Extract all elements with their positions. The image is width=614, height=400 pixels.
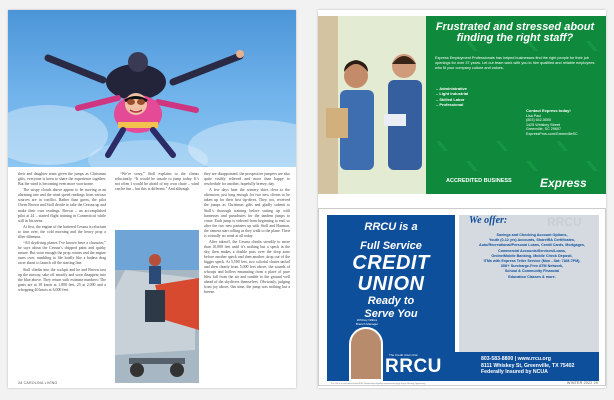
paragraph: At first, the engine of the battered Cessna is reluctant to turn over, the cold morning and the heavy prop a filter dilemma. (18, 224, 106, 239)
contact-line: Lisa Paul (526, 113, 542, 118)
headline-line: RRCU is a (364, 221, 418, 233)
contact-link[interactable]: ExpressPros.com/GreenvilleSC (526, 131, 578, 136)
rrcu-contact (481, 356, 574, 376)
offer-list (471, 233, 593, 280)
paragraph: Stoll climbs into the cockpit and he and Brown taxi up the runway, take off smartly and soon disappear into the blue above. They return with estimate numbers: The gusts are at 18 knots at 1,800 feet, 25 at 2,000 and a whopping 40 knots at 6,000 feet. (18, 267, 106, 292)
article-column-3 (204, 172, 290, 297)
rrcu-watermark-logo: RRCU (547, 215, 582, 229)
express-employment-ad[interactable] (318, 16, 606, 194)
express-logo: Express (540, 176, 587, 190)
offer-item: School & Community Financial (504, 269, 560, 274)
person-name: Whitney Wilkes (356, 318, 378, 322)
phone-and-url[interactable]: 803-583-8800 | www.rrcu.org (481, 356, 551, 362)
contact-line: Greenville, SC 29607 (526, 127, 562, 132)
paragraph: A few days later the wintery skies clear to the afternoon; just long enough for two new clients to be taken up for their first tip-dives. They, too, received the jumps as Christmas gifts and gladly submit to Stoll’s thorough training before suiting up with harnesses and parachutes for the tandem jumps to come. Each jump is videoed from beginning to end, so after the two new partners up with Stoll and Harmon, the camera start rolling as they walk to the plane. Their is virtually no wind at all today. (204, 188, 290, 238)
service-item: – Professional (436, 102, 464, 108)
article-column-1 (18, 172, 106, 294)
service-item: – Light Industrial (436, 91, 469, 97)
express-services (436, 86, 468, 108)
article-column-2 (115, 172, 199, 193)
service-item: – Skilled Labor (436, 96, 465, 102)
service-item: – Administrative (436, 86, 467, 91)
paragraph: “All skydiving planes I’ve known have a character,” he says about the Cessna’s chipped paint and quirky nature. But soon enough the prop rotates and the engine turns over, rumbling to life loudly like a badass drag racer about to launch off the starting line. (18, 241, 106, 266)
paragraph: The wispy clouds above appear to be moving at an alarming rate and the wind speed readings from various sources are in conflict. Rather than guess, the pilot Owen Brown and Stoll decide to take the Cessna up and make their own readings. Brown – an accomplished pilot at 24 – started flight training in Connecticut while still in his teens. (18, 188, 106, 223)
paragraph: their and daughter team given the jumps as Christmas gifts, everyone is keen to share the experience together. But the wind is becoming even more worrisome. (18, 172, 106, 187)
page-folio: 28 CAROLINA LIVING (18, 381, 58, 385)
skydiving-plane-image (115, 230, 199, 383)
offer-title: We offer: (469, 215, 508, 226)
skydiving-photo (8, 10, 296, 167)
contact-heading: Contact Express today! (526, 108, 571, 113)
offer-item: Education Classes & more. (508, 274, 556, 279)
page-folio: WINTER 2022 29 (567, 381, 598, 385)
right-page (318, 10, 606, 388)
paragraph: After takeoff, the Cessna climbs steadily to more than 10,000 feet until it’s nothing but a speck in the sky, then makes a double pass over the drop zone before another speck and then another, drop out of the bigger speck. At 5,500 feet, two colorful chutes unfurl and then clearly from 5,000 feet above, the sounds of whoops and hollers emanating from a place of pure bliss fall from the air and tumble to the ground well ahead of the skydivers themselves. Obviously, judging from joy above, this time, the jump was nothing but a breeze. (204, 239, 290, 295)
express-contact (526, 109, 598, 137)
offer-item: Auto/Recreational/Personal Loans, Credit Cards, Mortgages, (479, 243, 585, 248)
headline-line: Serve You (364, 307, 418, 320)
offer-item: Savings and Checking Account Options, (496, 233, 568, 237)
rrcu-headline (327, 215, 455, 320)
paragraph: “We’re sorry,” Stoll explains to the clients reluctantly. “It would be unsafe to jump today. It’s not often I would be afraid of my own chute – wind can be fun – but this is different.” And although (115, 172, 199, 192)
headline-line: Full Service (360, 240, 422, 252)
express-headline: Frustrated and stressed about finding the right staff? (435, 21, 595, 44)
offer-item: 30K+ Surcharge-Free ATM Network, (500, 264, 564, 269)
branch-manager-photo (349, 327, 383, 381)
staff-photo (318, 16, 440, 194)
headline-line: UNION (357, 273, 425, 295)
insured-note: Federally Insured by NCUA (481, 369, 548, 376)
contact-line: (803) 642-5000 (526, 118, 552, 123)
left-page (8, 10, 296, 388)
rrcu-logo: RRCU (385, 356, 442, 377)
two-workers-image (318, 16, 440, 194)
paragraph: they are disappointed, the prospective jumpers are also quite visibly relieved and more than happy to reschedule for another, hopefully breezy, day. (204, 172, 290, 187)
bbb-badge: ACCREDITED BUSINESS (446, 178, 512, 184)
offer-item: Youth (0-12 yrs) Accounts, ShareIRA Certificates, (489, 238, 575, 243)
rrcu-ad[interactable] (318, 208, 606, 386)
address: 8111 Whiskey St, Greenville, TX 75402 (481, 362, 575, 369)
headline-line: Ready to (367, 295, 415, 307)
express-body: Express Employment Professionals has helped businesses find the right people for their job openings for over 37 years. Let our team work with you to hire qualified and reliable employees who fit your company culture and values. (435, 56, 595, 70)
offer-item: Commercial Accounts/Services/Loans, (498, 248, 566, 253)
rrcu-tagline: The Credit Union that (389, 353, 418, 357)
tandem-skydivers-image (8, 10, 296, 167)
fine-print: The ITM is a non-transactional ATM. Membership eligibility requirements apply. Equal Housing Opportunity. (331, 383, 426, 385)
headline-line: CREDIT (352, 252, 430, 274)
contact-line: 1425 Whiskey Street (526, 122, 561, 127)
plane-photo (115, 230, 199, 383)
offer-item: ITMs with Express Teller Service (Mon - Sat: 7AM-7PM), (483, 259, 581, 264)
offer-item: Online/Mobile Banking, Mobile Check Deposit, (491, 253, 573, 258)
person-title: Branch Manager (355, 322, 379, 326)
